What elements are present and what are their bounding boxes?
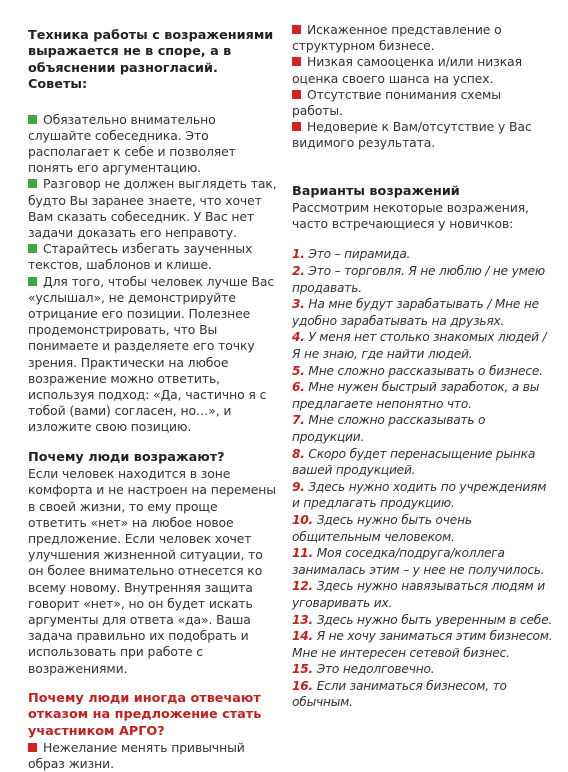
objection-item: 13. Здесь нужно быть уверенным в себе. — [292, 612, 553, 627]
objection-item: 4. У меня нет столько знакомых людей / Я не знаю, где найти людей. — [292, 330, 547, 361]
red-square-bullet-icon — [28, 743, 37, 752]
objections-intro: Рассмотрим некоторые возражения, часто встречающиеся у новичков: — [292, 200, 529, 232]
red-square-bullet-icon — [292, 57, 301, 66]
objection-item: 3. На мне будут зарабатывать / Мне не удобно зарабатывать на друзьях. — [292, 297, 539, 328]
tip-item: Разговор не должен выглядеть так, будто Вы заранее знаете, что хочет Вам сказать собеседник. У Вас нет задачи доказать его неправоту. — [28, 176, 277, 241]
left-column — [28, 0, 280, 772]
tips-heading: Техника работы с возражениями выражается не в споре, а в объяснении разногласий. Советы: — [28, 28, 274, 93]
objection-item: 9. Здесь нужно ходить по учреждениям и предлагать продукцию. — [292, 479, 547, 511]
objection-item: 10. Здесь нужно быть очень общительным человеком. — [292, 512, 472, 544]
objection-item: 8. Скоро будет перенасыщение рынка вашей продукцией. — [292, 446, 536, 478]
why-object-heading: Почему люди возражают? — [28, 449, 225, 465]
tips-list — [28, 112, 280, 436]
objection-item: 12. Здесь нужно навязываться людям и уговаривать их. — [292, 579, 545, 610]
why-refuse-heading: Почему люди иногда отвечают отказом на предложение стать участником АРГО? — [28, 690, 262, 739]
objection-item: 6. Мне нужен быстрый заработок, а вы предлагаете непонятно что. — [292, 380, 540, 411]
objection-item: 15. Это недолговечно. — [292, 662, 435, 677]
objection-item: 11. Моя соседка/подруга/коллега занималась этим – у нее не получилось. — [292, 546, 545, 577]
objection-item: 5. Мне сложно рассказывать о бизнесе. — [292, 363, 543, 378]
red-square-bullet-icon — [292, 122, 301, 131]
objections-list — [292, 246, 554, 711]
objection-item: 1. Это – пирамида. — [292, 247, 411, 262]
tip-item: Обязательно внимательно слушайте собеседника. Это располагает к себе и позволяет понять его аргументацию. — [28, 111, 236, 176]
reason-item: Низкая самооценка и/или низкая оценка своего шанса на успех. — [292, 54, 522, 86]
red-square-bullet-icon — [292, 25, 301, 34]
why-object-paragraph: Если человек находится в зоне комфорта и не настроен на перемены в своей жизни, то ему проще ответить «нет» на любое новое предложение. Если человек хочет улучшения жизненной ситуации, то он более внимательно отнесется ко всему новому. Внутренняя защита говорит «нет», но он будет искать аргументы для ответа «да». Ваша задача правильно их подобрать и использовать при работе с возражениями. — [28, 466, 276, 676]
red-square-bullet-icon — [292, 90, 301, 99]
green-square-bullet-icon — [28, 244, 37, 253]
objection-item: 2. Это – торговля. Я не люблю / не умею продавать. — [292, 264, 545, 295]
objection-item: 7. Мне сложно рассказывать о продукции. — [292, 413, 486, 444]
objection-variants-heading: Варианты возражений — [292, 183, 460, 199]
reasons-list — [292, 22, 554, 152]
objection-item: 16. Если заниматься бизнесом, то обычным. — [292, 678, 507, 710]
tip-item: Старайтесь избегать заученных текстов, шаблонов и клише. — [28, 241, 253, 273]
objection-item: 14. Я не хочу заниматься этим бизнесом. Мне не интересен сетевой бизнес. — [292, 629, 553, 660]
green-square-bullet-icon — [28, 179, 37, 188]
right-column — [292, 0, 554, 711]
reason-item: Искаженное представление о структурном бизнесе. — [292, 22, 502, 54]
reason-item: Недоверие к Вам/отсутствие у Вас видимого результата. — [292, 119, 532, 151]
reason-item: Нежелание менять привычный образ жизни. — [28, 739, 245, 772]
green-square-bullet-icon — [28, 115, 37, 124]
tip-item: Для того, чтобы человек лучше Вас «услышал», не демонстрируйте отрицание его позиции. Полезнее продемонстрировать, что Вы понимаете и разделяете его точку зрения. Практически на любое возражение можно ответить, используя подход: «Да, частично я с тобой (вами) согласен, но…», и изложите свою позицию. — [28, 273, 275, 435]
reason-item: Отсутствие понимания схемы работы. — [292, 86, 501, 119]
green-square-bullet-icon — [28, 277, 37, 286]
